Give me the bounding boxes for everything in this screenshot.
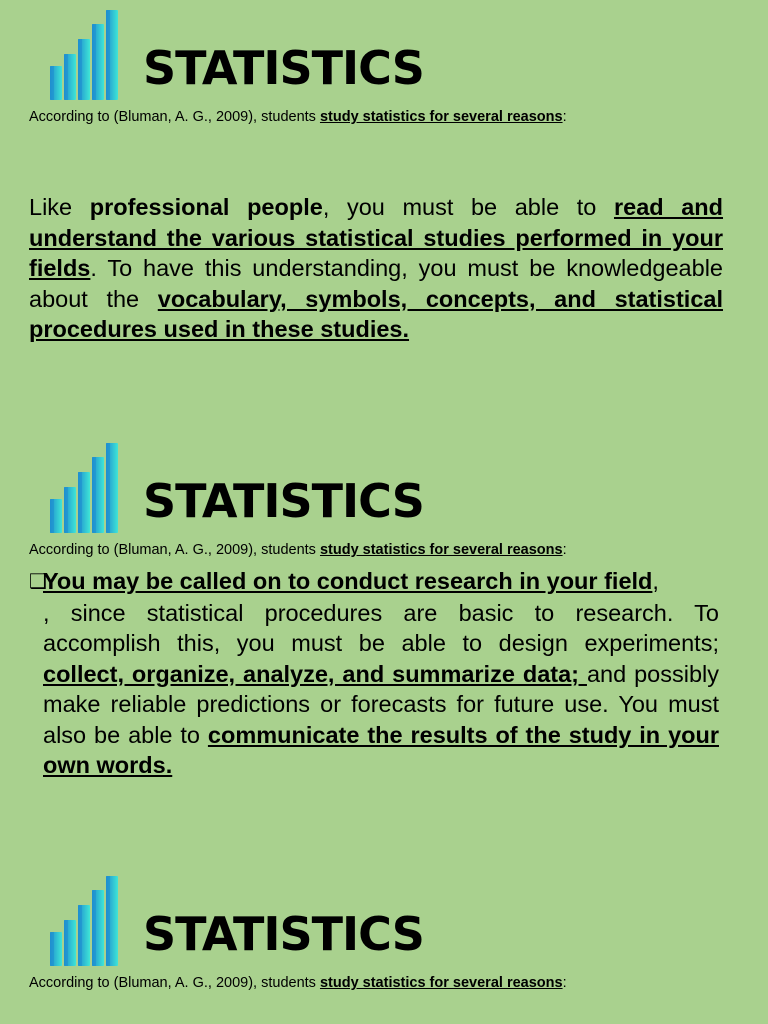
text-run-emphasis: vocabulary, symbols, concepts, and statistical procedures used in these studies.	[29, 285, 723, 342]
subtitle-prefix: According to (Bluman, A. G., 2009), students	[29, 109, 320, 125]
slide-subtitle	[29, 108, 567, 126]
bar-chart-icon	[46, 441, 126, 536]
slide-subtitle	[29, 974, 567, 992]
text-run-emphasis: collect, organize, analyze, and summarize data;	[43, 660, 587, 687]
subtitle-emphasis: study statistics for several reasons	[319, 542, 563, 558]
subtitle-suffix: :	[562, 542, 567, 558]
subtitle-prefix: According to (Bluman, A. G., 2009), students	[29, 975, 320, 991]
text-run: . To have this understanding, you must be knowledgeable about the	[29, 255, 723, 312]
slide-title: STATISTICS	[143, 41, 424, 95]
text-run-bold: professional people	[89, 194, 323, 220]
checkbox-bullet-icon: ❑	[29, 571, 47, 593]
subtitle-emphasis: study statistics for several reasons	[319, 109, 563, 125]
text-run-emphasis: communicate the results of the study in your own words.	[43, 721, 719, 778]
text-run: Like	[29, 194, 90, 220]
bullet-body	[43, 598, 719, 781]
subtitle-suffix: :	[562, 109, 567, 125]
subtitle-emphasis: study statistics for several reasons	[319, 975, 563, 991]
reason-paragraph	[29, 192, 723, 345]
text-run: , since statistical procedures are basic to research. To accomplish this, you must be able to design experiments;	[43, 599, 719, 656]
text-run-emphasis: You may be called on to conduct research in your field	[43, 568, 653, 594]
slide-title: STATISTICS	[143, 474, 424, 528]
slide-subtitle	[29, 541, 567, 559]
bar-chart-icon	[46, 8, 126, 103]
text-run-emphasis: read and understand the various statistical studies performed in your fields	[29, 194, 724, 281]
subtitle-suffix: :	[562, 975, 567, 991]
bullet-first-line: ❑You may be called on to conduct research in your field,	[29, 566, 719, 598]
subtitle-prefix: According to (Bluman, A. G., 2009), students	[29, 542, 320, 558]
text-run: and possibly make reliable predictions or forecasts for future use. You must also be able to	[43, 660, 720, 748]
slide-title: STATISTICS	[143, 907, 424, 961]
reason-bullet	[29, 566, 719, 781]
text-run: , you must be able to	[322, 194, 614, 220]
bar-chart-icon	[46, 874, 126, 969]
